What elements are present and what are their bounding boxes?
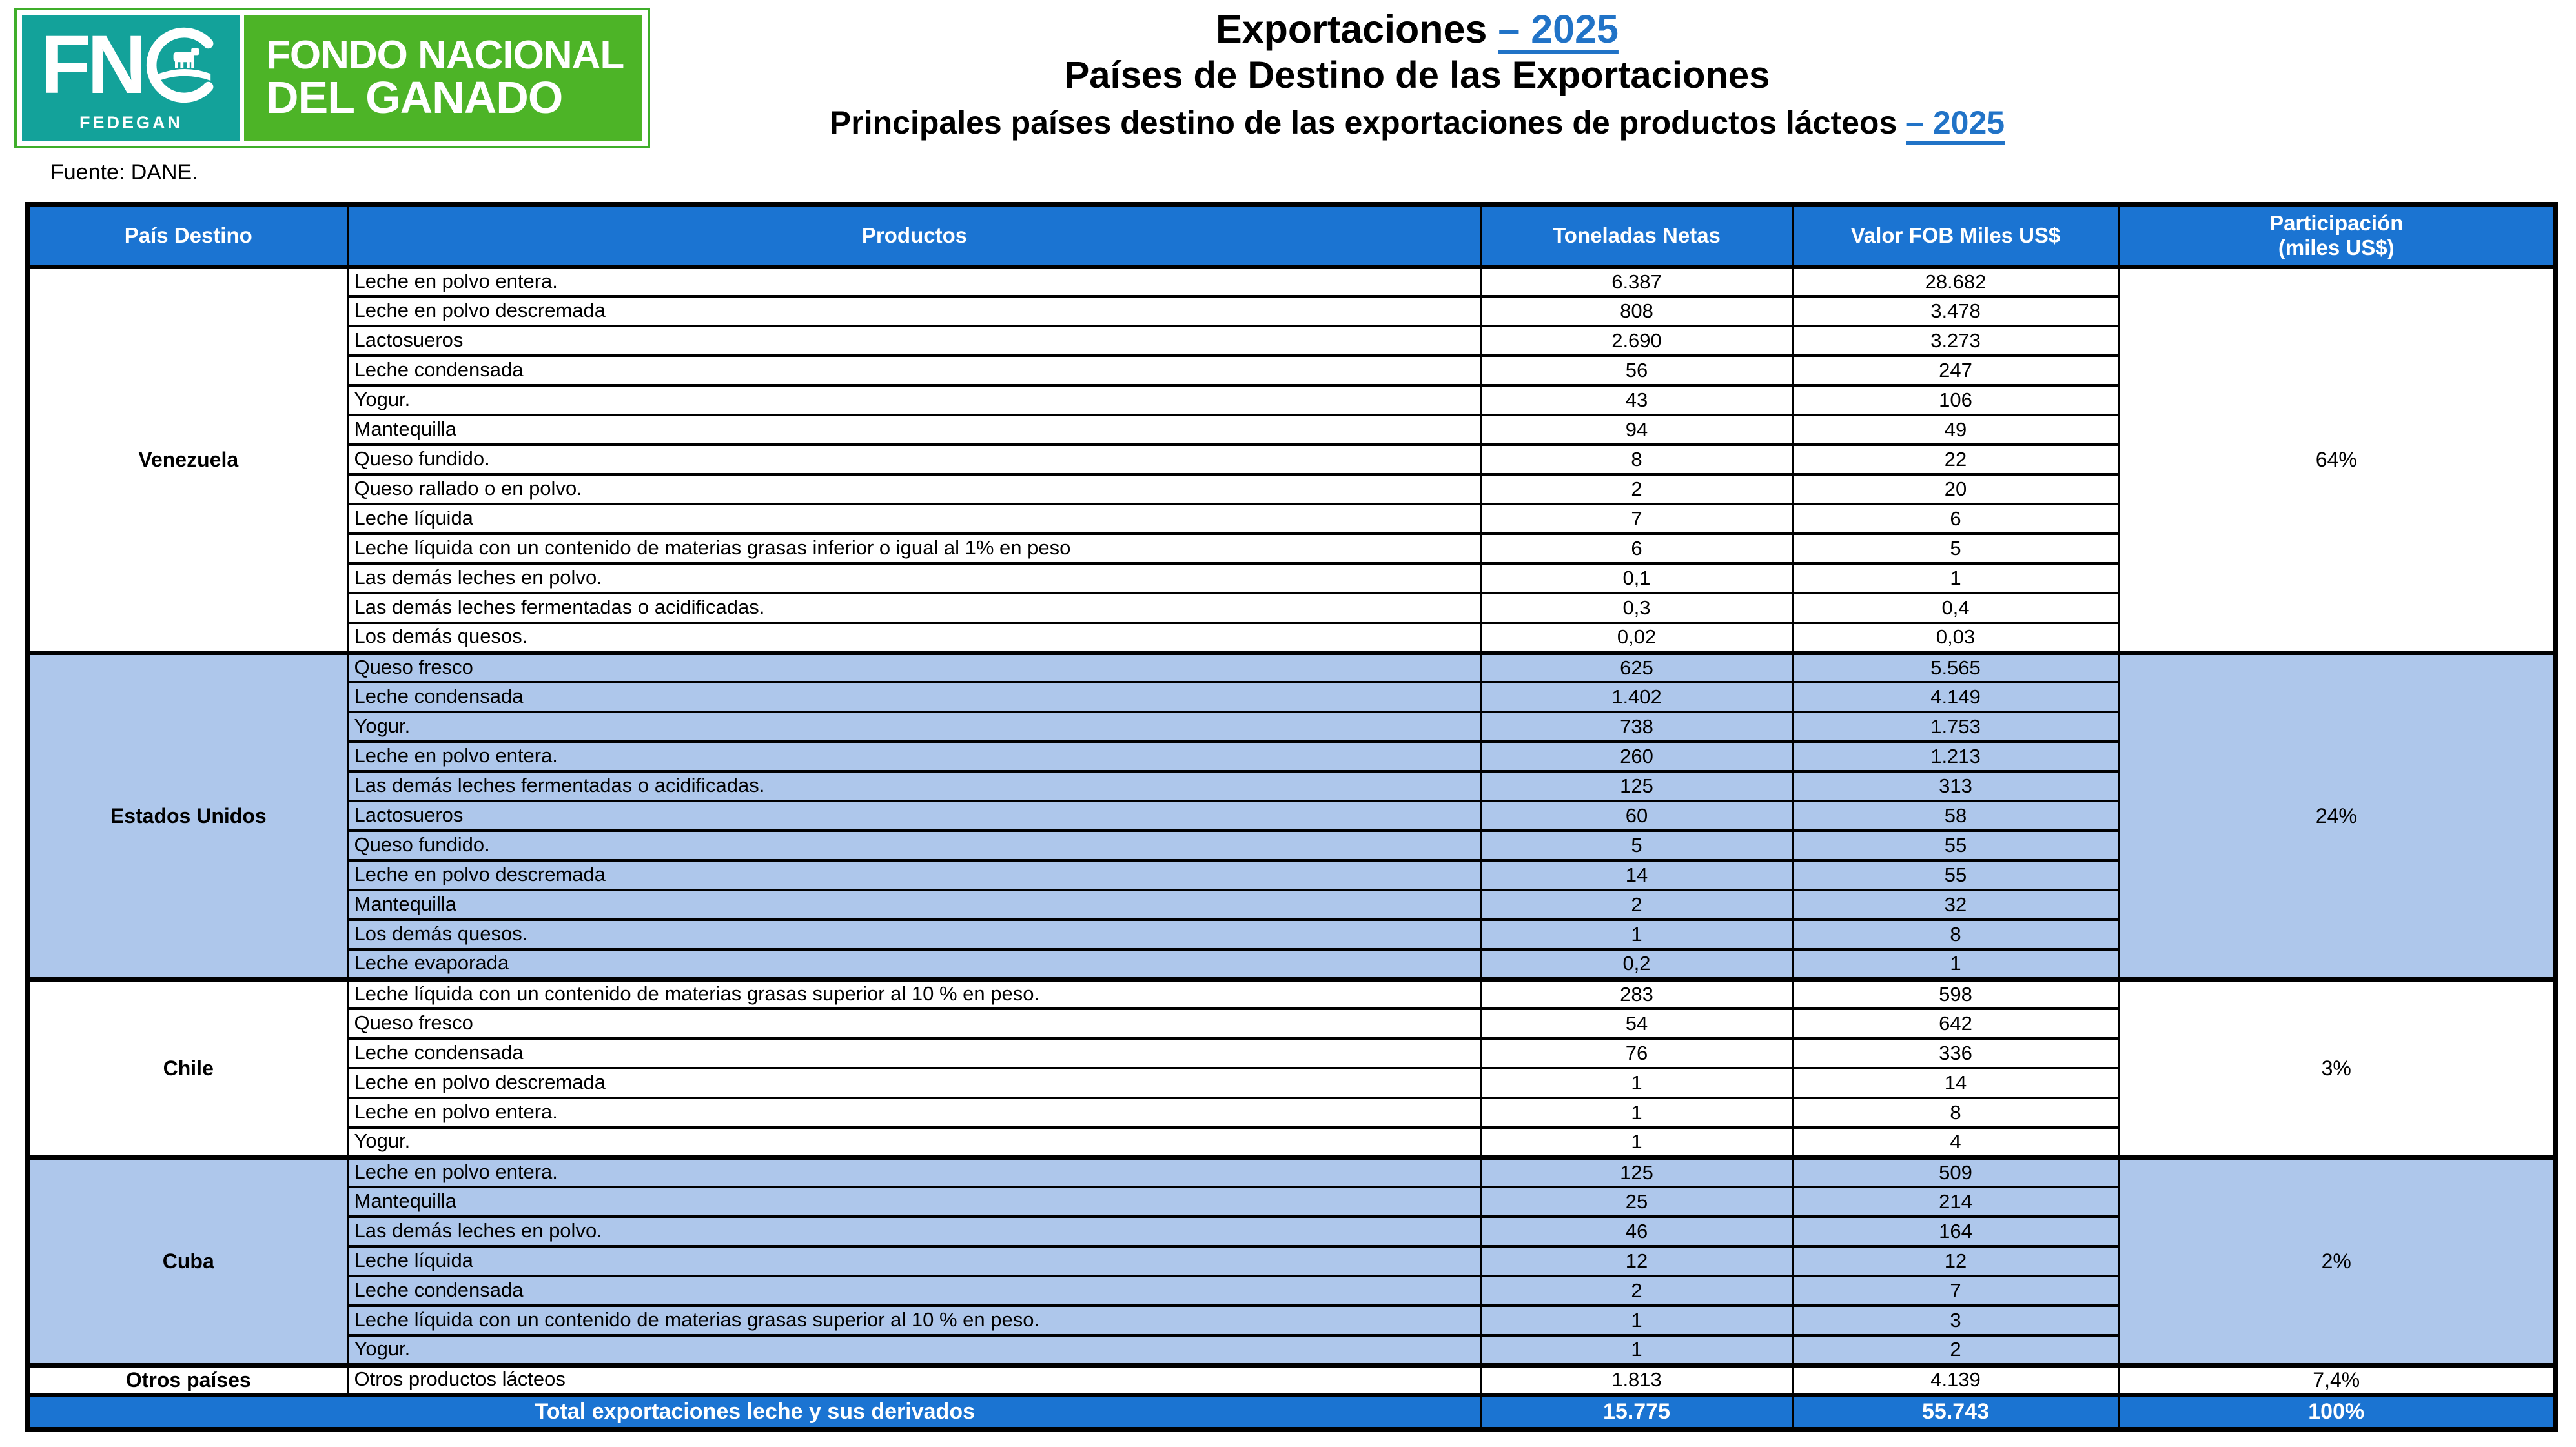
product-cell: Leche en polvo entera. <box>348 742 1481 771</box>
table-row <box>27 979 2555 1009</box>
valor-cell: 164 <box>1792 1217 2119 1246</box>
valor-cell: 28.682 <box>1792 267 2119 296</box>
toneladas-cell: 8 <box>1481 445 1792 474</box>
col-header-pais: País Destino <box>27 205 348 267</box>
valor-cell: 32 <box>1792 890 2119 920</box>
product-cell: Leche evaporada <box>348 949 1481 979</box>
valor-cell: 3.273 <box>1792 326 2119 356</box>
valor-cell: 49 <box>1792 415 2119 445</box>
toneladas-cell: 0,02 <box>1481 623 1792 653</box>
valor-cell: 509 <box>1792 1157 2119 1187</box>
valor-cell: 6 <box>1792 504 2119 534</box>
col-header-productos: Productos <box>348 205 1481 267</box>
country-cell: Venezuela <box>27 267 348 653</box>
product-cell: Los demás quesos. <box>348 920 1481 949</box>
toneladas-cell: 76 <box>1481 1038 1792 1068</box>
table-header-row <box>27 205 2555 267</box>
col-header-toneladas: Toneladas Netas <box>1481 205 1792 267</box>
product-cell: Leche líquida con un contenido de materias grasas superior al 10 % en peso. <box>348 979 1481 1009</box>
participacion-cell: 64% <box>2119 267 2555 653</box>
title3-text: Principales países destino de las exportaciones de productos lácteos <box>829 105 1906 141</box>
product-cell: Leche líquida <box>348 1246 1481 1276</box>
product-cell: Queso fresco <box>348 653 1481 682</box>
product-cell: Lactosueros <box>348 801 1481 831</box>
valor-cell: 106 <box>1792 385 2119 415</box>
total-label: Total exportaciones leche y sus derivados <box>27 1395 1481 1430</box>
total-row <box>27 1395 2555 1430</box>
toneladas-cell: 94 <box>1481 415 1792 445</box>
product-cell: Otros productos lácteos <box>348 1365 1481 1395</box>
valor-cell: 58 <box>1792 801 2119 831</box>
product-cell: Leche líquida con un contenido de materias grasas inferior o igual al 1% en peso <box>348 534 1481 563</box>
product-cell: Las demás leches en polvo. <box>348 563 1481 593</box>
valor-cell: 8 <box>1792 1098 2119 1128</box>
toneladas-cell: 56 <box>1481 356 1792 385</box>
product-cell: Queso fundido. <box>348 831 1481 860</box>
toneladas-cell: 1 <box>1481 1128 1792 1157</box>
valor-cell: 20 <box>1792 474 2119 504</box>
product-cell: Leche líquida <box>348 504 1481 534</box>
valor-cell: 4.139 <box>1792 1365 2119 1395</box>
toneladas-cell: 1 <box>1481 1098 1792 1128</box>
toneladas-cell: 1.813 <box>1481 1365 1792 1395</box>
product-cell: Leche en polvo descremada <box>348 860 1481 890</box>
toneladas-cell: 2 <box>1481 474 1792 504</box>
title1-year-link[interactable]: – 2025 <box>1498 7 1619 51</box>
toneladas-cell: 0,1 <box>1481 563 1792 593</box>
page-title <box>258 5 2576 53</box>
valor-cell: 0,03 <box>1792 623 2119 653</box>
valor-cell: 3 <box>1792 1306 2119 1335</box>
product-cell: Leche condensada <box>348 682 1481 712</box>
valor-cell: 14 <box>1792 1068 2119 1098</box>
product-cell: Las demás leches fermentadas o acidificadas. <box>348 771 1481 801</box>
toneladas-cell: 25 <box>1481 1187 1792 1217</box>
fedegan-label: FEDEGAN <box>79 112 183 132</box>
product-cell: Los demás quesos. <box>348 623 1481 653</box>
toneladas-cell: 0,2 <box>1481 949 1792 979</box>
table-row <box>27 1365 2555 1395</box>
valor-cell: 55 <box>1792 860 2119 890</box>
toneladas-cell: 738 <box>1481 712 1792 742</box>
valor-cell: 1 <box>1792 949 2119 979</box>
valor-cell: 336 <box>1792 1038 2119 1068</box>
toneladas-cell: 54 <box>1481 1009 1792 1038</box>
toneladas-cell: 1 <box>1481 1068 1792 1098</box>
total-participacion: 100% <box>2119 1395 2555 1430</box>
country-cell: Cuba <box>27 1157 348 1365</box>
toneladas-cell: 1 <box>1481 920 1792 949</box>
country-cell: Estados Unidos <box>27 653 348 979</box>
fng-g-cow-icon <box>144 26 221 104</box>
toneladas-cell: 46 <box>1481 1217 1792 1246</box>
toneladas-cell: 1.402 <box>1481 682 1792 712</box>
valor-cell: 3.478 <box>1792 296 2119 326</box>
valor-cell: 5 <box>1792 534 2119 563</box>
toneladas-cell: 125 <box>1481 1157 1792 1187</box>
participacion-cell: 7,4% <box>2119 1365 2555 1395</box>
table-row <box>27 267 2555 296</box>
product-cell: Leche condensada <box>348 356 1481 385</box>
valor-cell: 0,4 <box>1792 593 2119 623</box>
valor-cell: 2 <box>1792 1335 2119 1365</box>
product-cell: Las demás leches en polvo. <box>348 1217 1481 1246</box>
product-cell: Leche en polvo entera. <box>348 267 1481 296</box>
table-title <box>258 102 2576 144</box>
toneladas-cell: 2 <box>1481 890 1792 920</box>
title1-text: Exportaciones <box>1216 7 1498 51</box>
toneladas-cell: 125 <box>1481 771 1792 801</box>
toneladas-cell: 808 <box>1481 296 1792 326</box>
toneladas-cell: 43 <box>1481 385 1792 415</box>
valor-cell: 247 <box>1792 356 2119 385</box>
toneladas-cell: 2.690 <box>1481 326 1792 356</box>
valor-cell: 5.565 <box>1792 653 2119 682</box>
toneladas-cell: 1 <box>1481 1335 1792 1365</box>
product-cell: Yogur. <box>348 1128 1481 1157</box>
product-cell: Mantequilla <box>348 890 1481 920</box>
participacion-cell: 2% <box>2119 1157 2555 1365</box>
toneladas-cell: 2 <box>1481 1276 1792 1306</box>
toneladas-cell: 625 <box>1481 653 1792 682</box>
col-header-participacion: Participación (miles US$) <box>2119 205 2555 267</box>
source-note: Fuente: DANE. <box>50 160 198 185</box>
toneladas-cell: 6.387 <box>1481 267 1792 296</box>
country-cell: Otros países <box>27 1365 348 1395</box>
table-row <box>27 653 2555 682</box>
product-cell: Leche en polvo entera. <box>348 1157 1481 1187</box>
product-cell: Leche en polvo descremada <box>348 1068 1481 1098</box>
exports-table <box>25 202 2558 1432</box>
total-toneladas: 15.775 <box>1481 1395 1792 1430</box>
title3-year-link[interactable]: – 2025 <box>1906 105 2005 141</box>
valor-cell: 642 <box>1792 1009 2119 1038</box>
valor-cell: 7 <box>1792 1276 2119 1306</box>
col-header-valor: Valor FOB Miles US$ <box>1792 205 2119 267</box>
fng-initials: FN <box>40 18 143 111</box>
product-cell: Las demás leches fermentadas o acidificadas. <box>348 593 1481 623</box>
product-cell: Leche en polvo entera. <box>348 1098 1481 1128</box>
total-valor: 55.743 <box>1792 1395 2119 1430</box>
table-row <box>27 1157 2555 1187</box>
valor-cell: 313 <box>1792 771 2119 801</box>
valor-cell: 1.753 <box>1792 712 2119 742</box>
valor-cell: 55 <box>1792 831 2119 860</box>
toneladas-cell: 0,3 <box>1481 593 1792 623</box>
product-cell: Yogur. <box>348 1335 1481 1365</box>
product-cell: Lactosueros <box>348 326 1481 356</box>
country-cell: Chile <box>27 979 348 1157</box>
product-cell: Leche condensada <box>348 1276 1481 1306</box>
toneladas-cell: 14 <box>1481 860 1792 890</box>
toneladas-cell: 1 <box>1481 1306 1792 1335</box>
valor-cell: 214 <box>1792 1187 2119 1217</box>
toneladas-cell: 12 <box>1481 1246 1792 1276</box>
valor-cell: 1.213 <box>1792 742 2119 771</box>
valor-cell: 8 <box>1792 920 2119 949</box>
valor-cell: 1 <box>1792 563 2119 593</box>
product-cell: Queso rallado o en polvo. <box>348 474 1481 504</box>
product-cell: Mantequilla <box>348 1187 1481 1217</box>
subtitle: Países de Destino de las Exportaciones <box>1064 54 1770 97</box>
logo-name-line2: DEL GANADO <box>266 72 563 123</box>
product-cell: Mantequilla <box>348 415 1481 445</box>
valor-cell: 22 <box>1792 445 2119 474</box>
toneladas-cell: 6 <box>1481 534 1792 563</box>
fng-logo-left <box>22 15 240 141</box>
product-cell: Yogur. <box>348 385 1481 415</box>
product-cell: Leche en polvo descremada <box>348 296 1481 326</box>
valor-cell: 12 <box>1792 1246 2119 1276</box>
product-cell: Leche condensada <box>348 1038 1481 1068</box>
toneladas-cell: 60 <box>1481 801 1792 831</box>
toneladas-cell: 5 <box>1481 831 1792 860</box>
product-cell: Queso fundido. <box>348 445 1481 474</box>
valor-cell: 4 <box>1792 1128 2119 1157</box>
toneladas-cell: 283 <box>1481 979 1792 1009</box>
product-cell: Queso fresco <box>348 1009 1481 1038</box>
title-block <box>258 5 2576 144</box>
product-cell: Yogur. <box>348 712 1481 742</box>
product-cell: Leche líquida con un contenido de materias grasas superior al 10 % en peso. <box>348 1306 1481 1335</box>
toneladas-cell: 7 <box>1481 504 1792 534</box>
valor-cell: 4.149 <box>1792 682 2119 712</box>
valor-cell: 598 <box>1792 979 2119 1009</box>
logo-name-line1: FONDO NACIONAL <box>266 33 624 78</box>
participacion-cell: 24% <box>2119 653 2555 979</box>
toneladas-cell: 260 <box>1481 742 1792 771</box>
exports-table-wrap <box>25 202 2558 1432</box>
table-body <box>27 267 2555 1395</box>
participacion-cell: 3% <box>2119 979 2555 1157</box>
